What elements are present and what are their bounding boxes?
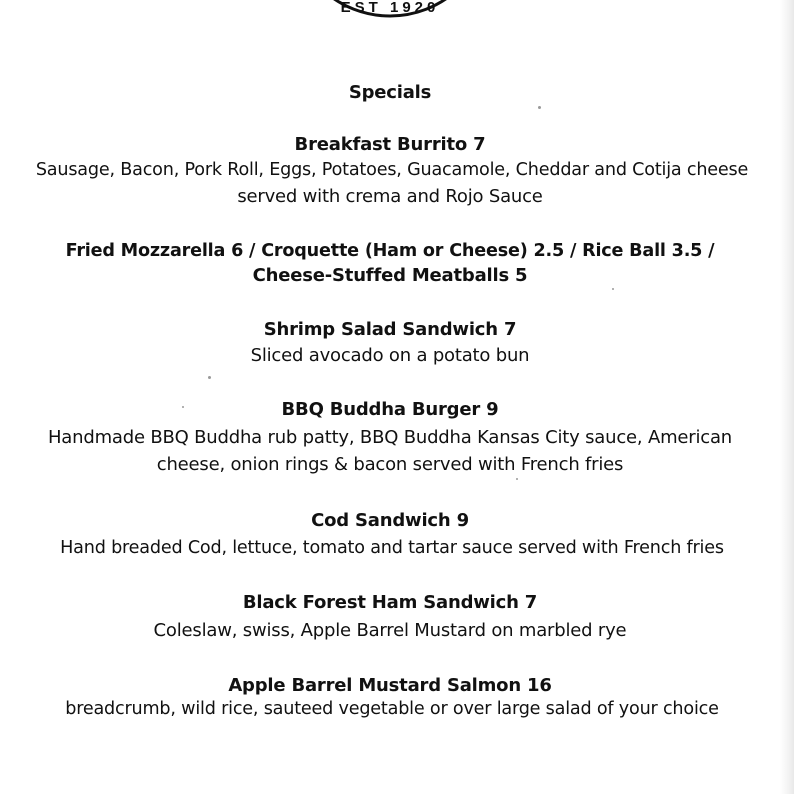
item-title: BBQ Buddha Burger 9 [281, 399, 499, 420]
item-title: Shrimp Salad Sandwich 7 [263, 319, 517, 340]
item-description: Sausage, Bacon, Pork Roll, Eggs, Potatoes, Guacamole, Cheddar and Cotija cheese [35, 160, 749, 180]
item-description: Coleslaw, swiss, Apple Barrel Mustard on marbled rye [153, 620, 627, 641]
item-description: cheese, onion rings & bacon served with French fries [156, 454, 624, 475]
print-speck [516, 478, 518, 480]
item-description: Sliced avocado on a potato bun [250, 345, 530, 366]
item-description: breadcrumb, wild rice, sauteed vegetable or over large salad of your choice [65, 699, 719, 719]
item-description: Hand breaded Cod, lettuce, tomato and tartar sauce served with French fries [60, 538, 724, 558]
item-title: Black Forest Ham Sandwich 7 [242, 592, 538, 613]
item-title: Apple Barrel Mustard Salmon 16 [228, 675, 552, 696]
item-title: Cod Sandwich 9 [311, 510, 469, 531]
menu-heading: Specials [348, 82, 432, 103]
restaurant-logo [290, 0, 490, 20]
item-description: served with crema and Rojo Sauce [237, 186, 543, 207]
print-speck [538, 106, 541, 109]
logo-text: EST 1920 [340, 0, 440, 16]
print-speck [612, 288, 614, 290]
page-edge-shadow [780, 0, 794, 794]
item-title: Cheese-Stuffed Meatballs 5 [252, 265, 528, 286]
item-description: Handmade BBQ Buddha rub patty, BBQ Buddha Kansas City sauce, American [47, 427, 733, 448]
item-title: Fried Mozzarella 6 / Croquette (Ham or Cheese) 2.5 / Rice Ball 3.5 / [65, 241, 715, 261]
print-speck [208, 376, 211, 379]
item-title: Breakfast Burrito 7 [294, 134, 486, 155]
